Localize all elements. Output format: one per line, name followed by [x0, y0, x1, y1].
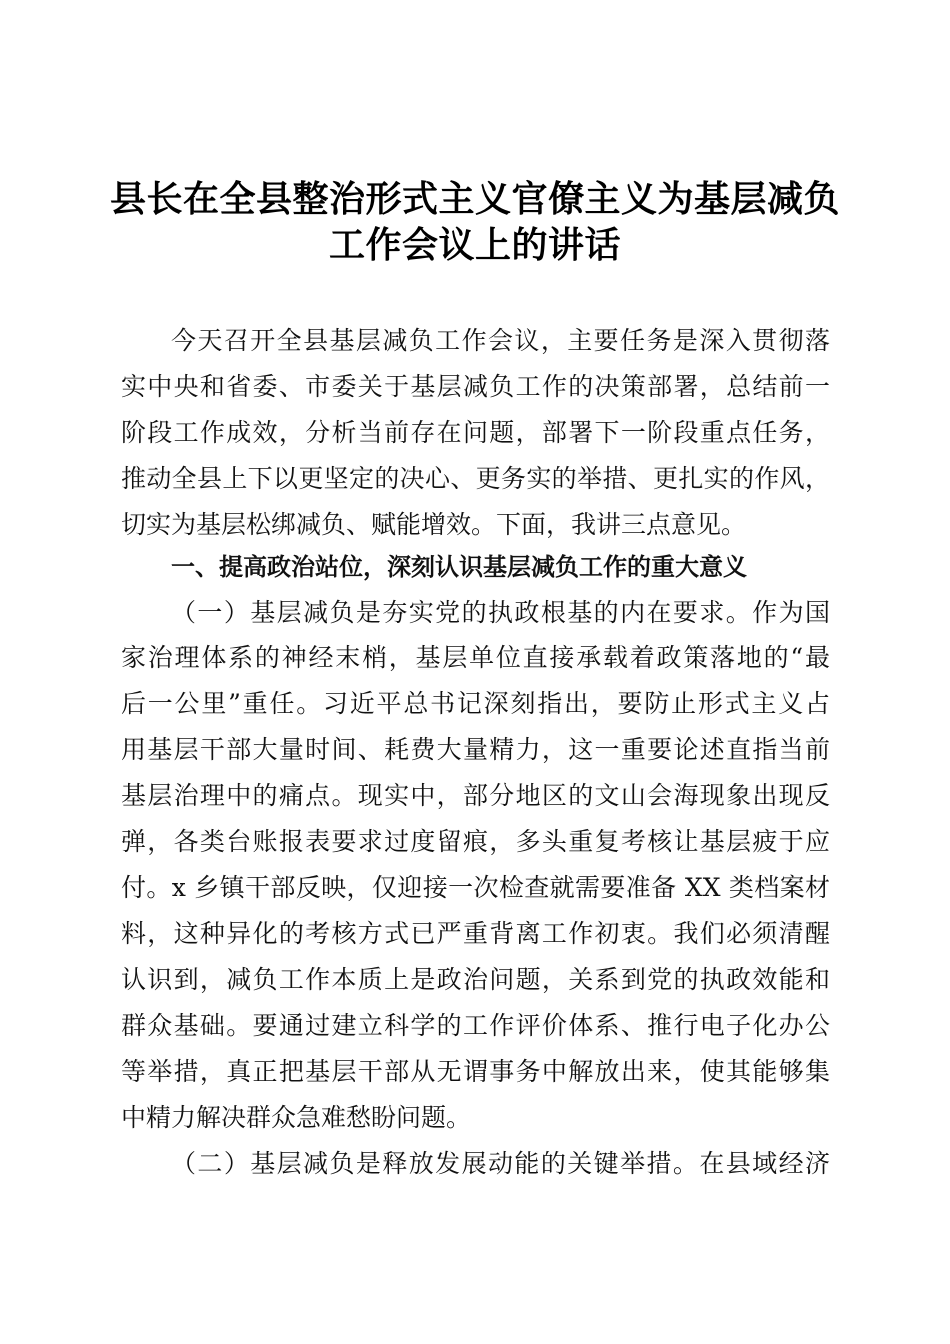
document-title-line-2: 工作会议上的讲话 [328, 225, 621, 266]
paragraph-1-line: 基层治理中的痛点。现实中，部分地区的文山会海现象出现反 [121, 781, 830, 810]
paragraph-1-line: 用基层干部大量时间、耗费大量精力，这一重要论述直指当前 [121, 735, 830, 764]
paragraph-1-line: 认识到，减负工作本质上是政治问题，关系到党的执政效能和 [121, 965, 830, 994]
paragraph-1-line: 付。x 乡镇干部反映，仅迎接一次检查就需要准备 XX 类档案材 [121, 873, 830, 902]
paragraph-1-line: 等举措，真正把基层干部从无谓事务中解放出来，使其能够集 [121, 1057, 830, 1086]
paragraph-intro-line: 阶段工作成效，分析当前存在问题，部署下一阶段重点任务， [121, 418, 830, 447]
paragraph-2-line: （二）基层减负是释放发展动能的关键举措。在县域经济 [171, 1149, 830, 1178]
paragraph-1-line: （一）基层减负是夯实党的执政根基的内在要求。作为国 [171, 598, 830, 627]
paragraph-intro-line: 今天召开全县基层减负工作会议，主要任务是深入贯彻落 [171, 326, 830, 355]
paragraph-intro-line: 实中央和省委、市委关于基层减负工作的决策部署，总结前一 [121, 372, 830, 401]
paragraph-intro-line: 推动全县上下以更坚定的决心、更务实的举措、更扎实的作风， [121, 464, 830, 493]
paragraph-intro-line: 切实为基层松绑减负、赋能增效。下面，我讲三点意见。 [121, 510, 747, 539]
paragraph-1-line: 后一公里”重任。习近平总书记深刻指出，要防止形式主义占 [121, 689, 830, 718]
paragraph-1-line: 弹，各类台账报表要求过度留痕，多头重复考核让基层疲于应 [121, 827, 830, 856]
paragraph-1-line: 家治理体系的神经末梢，基层单位直接承载着政策落地的“最 [121, 643, 830, 672]
paragraph-1-line: 料，这种异化的考核方式已严重背离工作初衷。我们必须清醒 [121, 919, 830, 948]
paragraph-1-line: 中精力解决群众急难愁盼问题。 [121, 1103, 472, 1132]
paragraph-1-line: 群众基础。要通过建立科学的工作评价体系、推行电子化办公 [121, 1011, 830, 1040]
document-title-line-1: 县长在全县整治形式主义官僚主义为基层减负 [109, 179, 840, 220]
section-heading-1: 一、提高政治站位，深刻认识基层减负工作的重大意义 [171, 553, 747, 581]
